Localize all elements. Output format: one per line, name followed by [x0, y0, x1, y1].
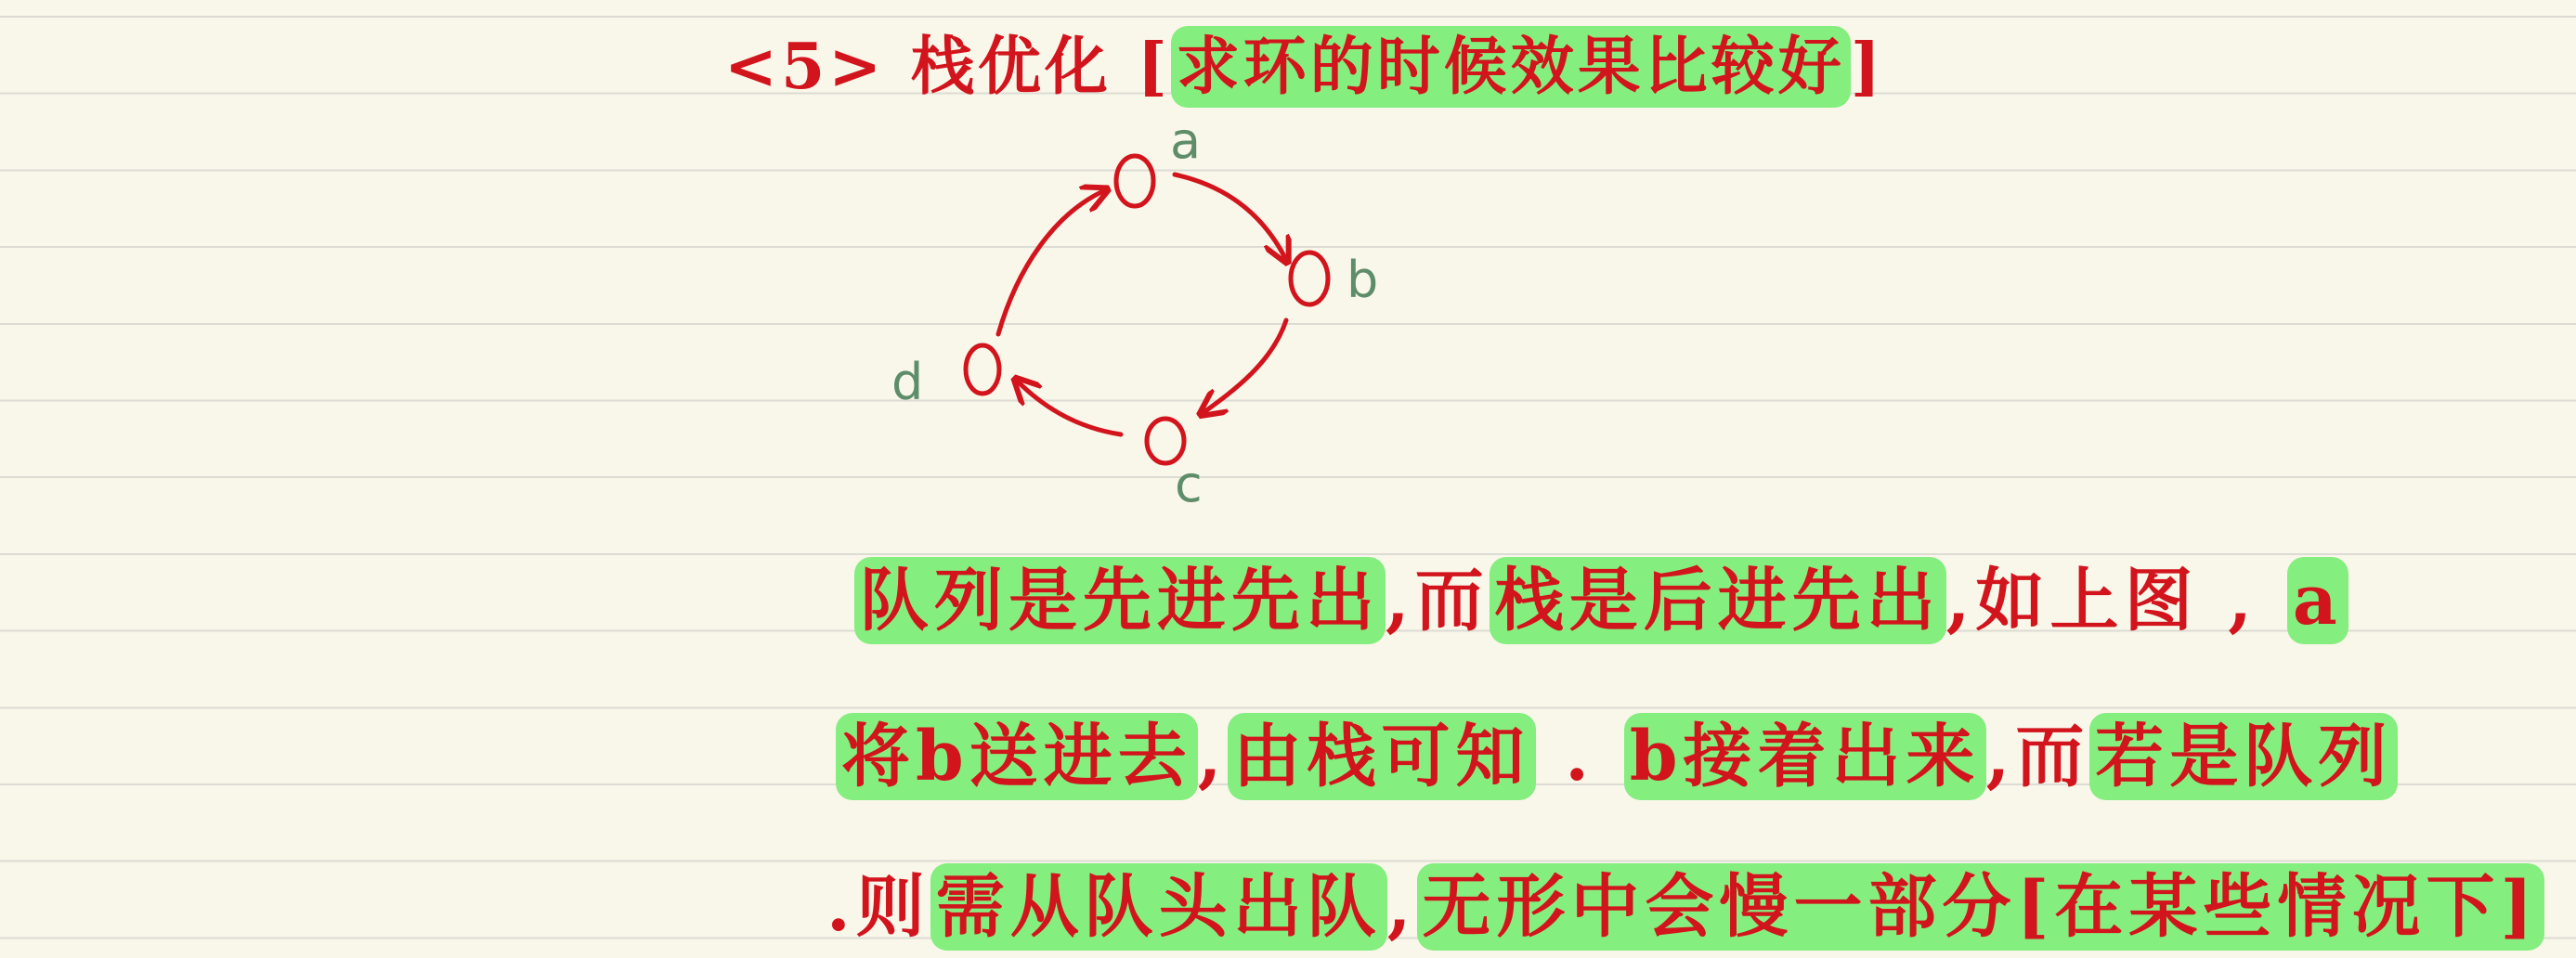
text-segment: ,而 — [1386, 561, 1490, 641]
text-segment: b接着出来 — [1624, 713, 1986, 800]
text-segment: , — [1386, 867, 1417, 947]
text-segment: 无形中会慢一部分[在某些情况下] — [1417, 863, 2544, 951]
text-segment: . — [1535, 717, 1624, 796]
text-segment: ,如上图 , — [1945, 561, 2287, 641]
node-a-label: a — [1170, 111, 1202, 170]
node-d-circle — [966, 345, 999, 394]
arrow-d-to-a — [998, 190, 1105, 334]
text-segment: , — [1197, 717, 1228, 796]
paragraph-line-3 — [826, 852, 2544, 951]
text-segment: 需从队头出队 — [930, 863, 1387, 951]
text-segment: 栈是后进先出 — [1490, 557, 1946, 644]
arrow-a-to-b — [1175, 175, 1286, 260]
node-d-label: d — [891, 353, 924, 411]
paragraph-line-2 — [836, 702, 2398, 800]
title-prefix: <5> 栈优化 [ — [724, 30, 1171, 104]
arrow-b-to-c — [1203, 320, 1286, 413]
text-segment: a — [2287, 557, 2348, 644]
node-a-circle — [1116, 156, 1153, 206]
cycle-diagram — [864, 111, 1421, 520]
title-highlight: 求环的时候效果比较好 — [1171, 26, 1851, 108]
text-segment: 将b送进去 — [836, 713, 1198, 800]
text-segment: 若是队列 — [2089, 713, 2398, 800]
text-segment: 队列是先进先出 — [854, 557, 1386, 644]
node-b-label: b — [1347, 251, 1379, 309]
text-segment: ,而 — [1985, 717, 2090, 796]
paragraph-line-1 — [854, 546, 2348, 644]
node-c-label: c — [1175, 455, 1203, 513]
node-b-circle — [1291, 252, 1328, 304]
text-segment: .则 — [826, 867, 930, 947]
arrow-c-to-d — [1017, 381, 1121, 434]
title-suffix: ] — [1850, 30, 1884, 104]
text-segment: 由栈可知 — [1228, 713, 1536, 800]
section-title — [724, 17, 1884, 107]
